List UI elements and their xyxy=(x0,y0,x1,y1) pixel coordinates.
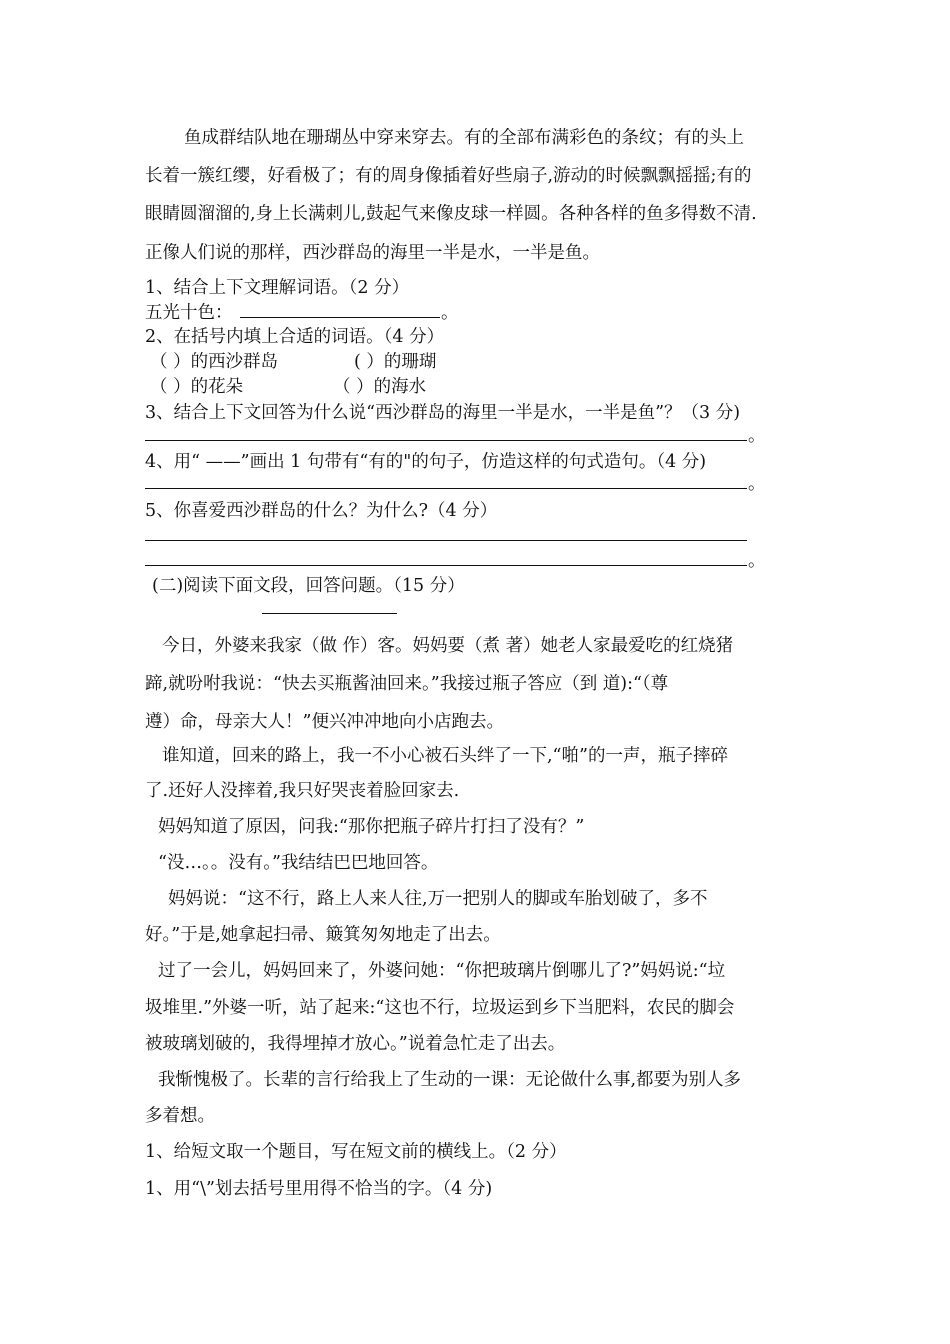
section-2-heading: (二)阅读下面文段，回答问题。（15 分） xyxy=(152,576,465,596)
passage2-line-13: 我惭愧极了。长辈的言行给我上了生动的一课：无论做什么事,都要为别人多 xyxy=(158,1070,742,1090)
question-5: 5、你喜爱西沙群岛的什么？为什么?（4 分） xyxy=(145,501,498,521)
question-2-blank-d: （ ）的海水 xyxy=(333,377,427,397)
question-2-blank-b: ( ）的珊瑚 xyxy=(354,352,437,372)
question-1: 1、结合上下文理解词语。（2 分） xyxy=(145,278,410,298)
passage1-line-3: 眼睛圆溜溜的,身上长满刺儿,鼓起气来像皮球一样圆。各种各样的鱼多得数不清. xyxy=(145,204,757,224)
answer-line-q5-2[interactable] xyxy=(145,565,747,566)
question-3-end: 。 xyxy=(748,426,766,446)
question-3: 3、结合上下文回答为什么说“西沙群岛的海里一半是水，一半是鱼”？（3 分) xyxy=(145,403,741,423)
passage2-line-10: 过了一会儿，妈妈回来了，外婆问她：“你把玻璃片倒哪儿了?”妈妈说:“垃 xyxy=(158,961,726,981)
question-4: 4、用“ ——”画出 1 句带有“有的"的句子，仿造这样的句式造句。（4 分) xyxy=(145,452,707,472)
passage2-line-3: 遵）命，母亲大人！”便兴冲冲地向小店跑去。 xyxy=(145,712,504,732)
question-1-word: 五光十色： xyxy=(145,303,233,323)
passage2-line-7: “没…。。没有。”我结结巴巴地回答。 xyxy=(158,853,439,873)
passage1-line-1: 鱼成群结队地在珊瑚丛中穿来穿去。有的全部布满彩色的条纹；有的头上 xyxy=(184,128,744,148)
answer-line-q5-1[interactable] xyxy=(145,540,747,541)
question-5-end: 。 xyxy=(748,551,766,571)
answer-line-q4[interactable] xyxy=(145,488,747,489)
passage2-line-1: 今日，外婆来我家（做 作）客。妈妈要（煮 著）她老人家最爱吃的红烧猪 xyxy=(162,636,734,656)
passage2-line-9: 好。”于是,她拿起扫帚、簸箕匆匆地走了出去。 xyxy=(145,925,501,945)
passage1-line-4: 正像人们说的那样，西沙群岛的海里一半是水，一半是鱼。 xyxy=(145,243,600,263)
question-2-blank-a: （ ）的西沙群岛 xyxy=(150,352,279,372)
passage2-line-5: 了.还好人没摔着,我只好哭丧着脸回家去. xyxy=(145,781,460,801)
passage2-line-8: 妈妈说：“这不行，路上人来人往,万一把别人的脚或车胎划破了，多不 xyxy=(168,889,708,909)
question-1-end: 。 xyxy=(441,303,459,323)
passage2-line-11: 圾堆里.”外婆一听，站了起来:“这也不行，垃圾运到乡下当肥料，农民的脚会 xyxy=(145,998,735,1018)
passage2-line-4: 谁知道，回来的路上，我一不小心被石头绊了一下,“啪”的一声，瓶子摔碎 xyxy=(162,746,728,766)
question-4-end: 。 xyxy=(748,474,766,494)
answer-line-q1[interactable] xyxy=(240,317,440,318)
answer-line-q3[interactable] xyxy=(145,440,747,441)
passage2-line-12: 被玻璃划破的，我得埋掉才放心。”说着急忙走了出去。 xyxy=(145,1034,566,1054)
title-answer-line[interactable] xyxy=(262,613,397,614)
passage2-line-2: 蹄,就吩咐我说：“快去买瓶酱油回来。”我接过瓶子答应（到 道):“（尊 xyxy=(145,674,669,694)
question-2-blank-c: （ ）的花朵 xyxy=(150,377,244,397)
passage2-line-14: 多着想。 xyxy=(145,1106,215,1126)
passage2-line-6: 妈妈知道了原因，问我:“那你把瓶子碎片打扫了没有？” xyxy=(158,817,585,837)
question-2-1: 1、给短文取一个题目，写在短文前的横线上。（2 分） xyxy=(145,1142,567,1162)
question-2: 2、在括号内填上合适的词语。（4 分） xyxy=(145,327,445,347)
passage1-line-2: 长着一簇红缨，好看极了；有的周身像插着好些扇子,游动的时候飘飘摇摇;有的 xyxy=(145,166,752,186)
question-2-2: 1、用“\”划去括号里用得不恰当的字。（4 分) xyxy=(145,1179,493,1199)
